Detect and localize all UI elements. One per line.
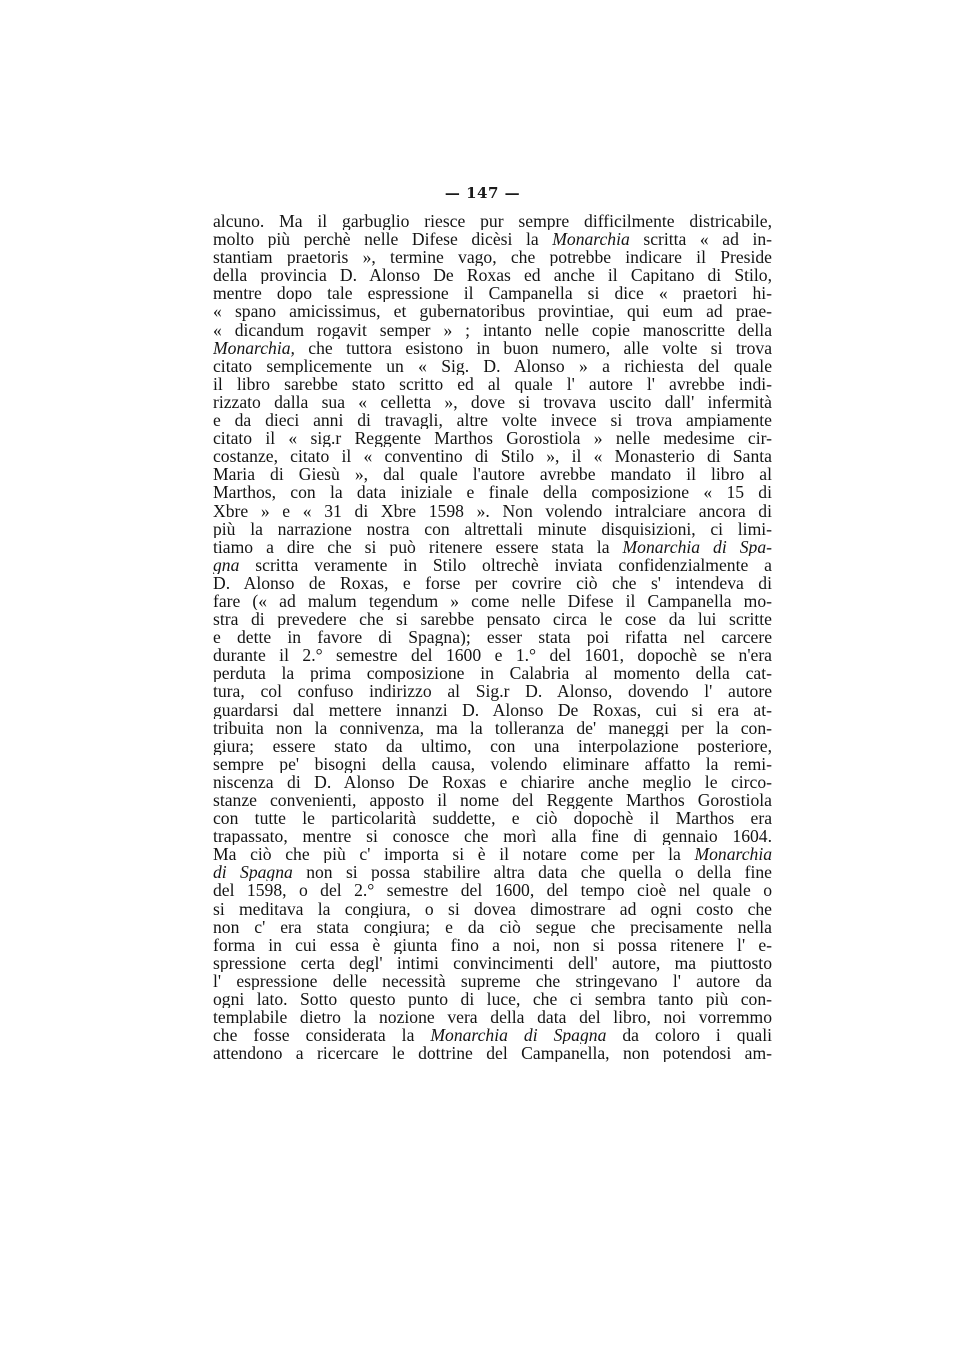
text-line bbox=[213, 483, 772, 501]
text-segment: rizzato dalla sua « celletta », dove si trovava uscito dall' infermità bbox=[213, 392, 772, 412]
text-segment: della provincia D. Alonso De Roxas ed anche il Capitano di Stilo, bbox=[213, 266, 772, 285]
text-segment: Xbre » e « 31 di Xbre 1598 ». Non volendo intralciare ancora di bbox=[213, 501, 772, 520]
text-segment: non si possa stabilire altra data che quella o della fine bbox=[292, 863, 772, 882]
text-segment: attendono a ricercare le dottrine del Campanella, non potendosi am- bbox=[213, 1044, 772, 1063]
text-segment: sempre pe' bisogni della causa, volendo eliminare affatto la remi- bbox=[213, 754, 772, 773]
text-segment: con tutte le particolarità suddette, e ciò dopochè il Marthos era bbox=[213, 809, 772, 828]
italic-title: gna bbox=[213, 555, 240, 574]
text-line bbox=[213, 357, 772, 375]
text-line bbox=[213, 230, 772, 248]
text-line bbox=[213, 429, 772, 447]
text-line bbox=[213, 972, 772, 990]
text-segment: Maria di Giesù », dal quale l'autore avrebbe mandato il libro al bbox=[213, 465, 772, 484]
text-segment: e da dieci anni di travagli, altre volte invece si trova ampiamente bbox=[213, 411, 772, 430]
text-line bbox=[213, 502, 772, 520]
text-line bbox=[213, 664, 772, 682]
text-line bbox=[213, 266, 772, 284]
text-line bbox=[213, 990, 772, 1008]
text-segment: scritta veramente in Stilo oltrechè inviata confidenzialmente a bbox=[239, 555, 772, 574]
italic-title: Monarchia bbox=[552, 230, 630, 249]
text-segment: tiamo a dire che si può ritenere essere stata la bbox=[213, 537, 623, 556]
italic-title: di Spagna bbox=[213, 863, 293, 882]
text-segment: ogni lato. Sotto questo punto di luce, che ci sembra tanto più con- bbox=[213, 990, 772, 1009]
text-line bbox=[213, 845, 772, 863]
italic-title: Monarchia di Spagna bbox=[430, 1026, 607, 1045]
text-line bbox=[213, 918, 772, 936]
text-line bbox=[213, 954, 772, 972]
text-line bbox=[213, 447, 772, 465]
text-segment: giura; essere stato da ultimo, con una interpolazione posteriore, bbox=[213, 736, 772, 755]
text-line bbox=[213, 556, 772, 574]
text-segment: non c' era stata congiura; e da ciò segue che precisamente nella bbox=[213, 917, 772, 936]
text-segment: tribuita non la connivenza, ma la tolleranza de' maneggi per la con- bbox=[213, 718, 772, 737]
text-segment: stanze convenienti, apposto il nome del Reggente Marthos Gorostiola bbox=[213, 791, 772, 810]
text-segment: citato il « sig.r Reggente Marthos Gorostiola » nelle medesime cir- bbox=[213, 429, 772, 448]
text-line bbox=[213, 827, 772, 845]
text-line bbox=[213, 465, 772, 483]
text-segment: scritta « ad in- bbox=[629, 230, 772, 249]
text-line bbox=[213, 284, 772, 302]
text-line bbox=[213, 520, 772, 538]
text-line bbox=[213, 375, 772, 393]
text-segment: guardarsi dal mettere innanzi D. Alonso De Roxas, cui si era at- bbox=[213, 700, 772, 719]
text-line bbox=[213, 393, 772, 411]
text-line bbox=[213, 755, 772, 773]
text-segment: il libro sarebbe stato scritto ed al quale l' autore l' avrebbe indi- bbox=[213, 374, 772, 393]
text-segment: citato semplicemente un « Sig. D. Alonso » a richiesta del quale bbox=[213, 356, 772, 375]
text-line bbox=[213, 900, 772, 918]
text-segment: stra di prevedere che si sarebbe pensato circa le cose da lui scritte bbox=[213, 610, 772, 629]
text-line bbox=[213, 936, 772, 954]
text-segment: da coloro i quali bbox=[606, 1026, 772, 1045]
text-line bbox=[213, 773, 772, 791]
text-segment: Ma ciò che più c' importa si è il notare come per la bbox=[213, 845, 695, 864]
text-segment: mentre dopo tale espressione il Campanella si dice « praetori hi- bbox=[213, 284, 772, 303]
text-line bbox=[213, 701, 772, 719]
text-line bbox=[213, 809, 772, 827]
text-segment: si meditava la congiura, o si dovea dimostrare ad ogni costo che bbox=[213, 899, 772, 918]
text-line bbox=[213, 737, 772, 755]
italic-title: Monarchia di Spa- bbox=[622, 537, 772, 556]
body-text bbox=[213, 212, 772, 1062]
text-line bbox=[213, 628, 772, 646]
text-segment: più la narrazione nostra con altrettali minute disquisizioni, ci limi- bbox=[213, 519, 772, 538]
text-line bbox=[213, 1026, 772, 1044]
text-segment: « dicandum rogavit semper » ; intanto nelle copie manoscritte della bbox=[213, 320, 772, 339]
text-segment: stantiam praetoris », termine vago, che potrebbe indicare il Preside bbox=[213, 248, 772, 267]
text-segment: alcuno. Ma il garbuglio riesce pur sempre difficilmente districabile, bbox=[213, 212, 772, 231]
text-segment: durante il 2.° semestre del 1600 e 1.° del 1601, dopochè se n'era bbox=[213, 646, 772, 665]
text-line bbox=[213, 881, 772, 899]
text-segment: del 1598, o del 2.° semestre del 1600, del tempo cioè nel quale o bbox=[213, 881, 772, 900]
text-segment: fare (« ad malum tegendum » come nelle Difese il Campanella mo- bbox=[213, 591, 772, 611]
italic-title: Monarchia, bbox=[213, 338, 295, 357]
text-line bbox=[213, 321, 772, 339]
text-line bbox=[213, 791, 772, 809]
text-segment: costanze, citato il « conventino di Stilo », il « Monasterio di Santa bbox=[213, 447, 772, 466]
text-segment: tura, col confuso indirizzo al Sig.r D. Alonso, dovendo l' autore bbox=[213, 682, 772, 701]
text-segment: che tuttora esistono in buon numero, alle volte si trova bbox=[294, 338, 772, 357]
text-segment: niscenza di D. Alonso De Roxas e chiarire anche meglio le circo- bbox=[213, 772, 772, 791]
text-line bbox=[213, 682, 772, 700]
text-line bbox=[213, 302, 772, 320]
text-segment: D. Alonso de Roxas, e forse per covrire ciò che s' intendeva di bbox=[213, 573, 772, 592]
text-segment: templabile dietro la nozione vera della data del libro, noi vorremmo bbox=[213, 1008, 772, 1027]
text-line bbox=[213, 863, 772, 881]
text-line bbox=[213, 719, 772, 737]
text-line bbox=[213, 538, 772, 556]
text-segment: « spano amicissimus, et gubernatoribus provintiae, qui eum ad prae- bbox=[213, 302, 772, 321]
text-line bbox=[213, 411, 772, 429]
text-segment: trapassato, mentre si conosce che morì alla fine di gennaio 1604. bbox=[213, 827, 772, 846]
text-segment: perduta la prima composizione in Calabria al momento della cat- bbox=[213, 664, 772, 683]
text-line bbox=[213, 248, 772, 266]
text-segment: forma in cui essa è giunta fino a noi, non si possa ritenere l' e- bbox=[213, 935, 772, 954]
text-segment: l' espressione delle necessità supreme che stringevano l' autore da bbox=[213, 971, 772, 991]
text-segment: che fosse considerata la bbox=[213, 1026, 431, 1045]
text-segment: e dette in favore di Spagna); esser stata poi rifatta nel carcere bbox=[213, 628, 772, 647]
text-segment: molto più perchè nelle Difese dicèsi la bbox=[213, 230, 553, 249]
text-line bbox=[213, 646, 772, 664]
text-line bbox=[213, 574, 772, 592]
text-line bbox=[213, 610, 772, 628]
italic-title: Monarchia bbox=[694, 845, 772, 864]
text-segment: Marthos, con la data iniziale e finale della composizione « 15 di bbox=[213, 483, 772, 502]
text-line bbox=[213, 339, 772, 357]
text-line bbox=[213, 592, 772, 610]
text-line bbox=[213, 1044, 772, 1062]
text-segment: spressione certa degl' intimi convincimenti dell' autore, ma piuttosto bbox=[213, 953, 772, 972]
page-number: — 147 — bbox=[444, 184, 521, 202]
text-line bbox=[213, 212, 772, 230]
text-line bbox=[213, 1008, 772, 1026]
